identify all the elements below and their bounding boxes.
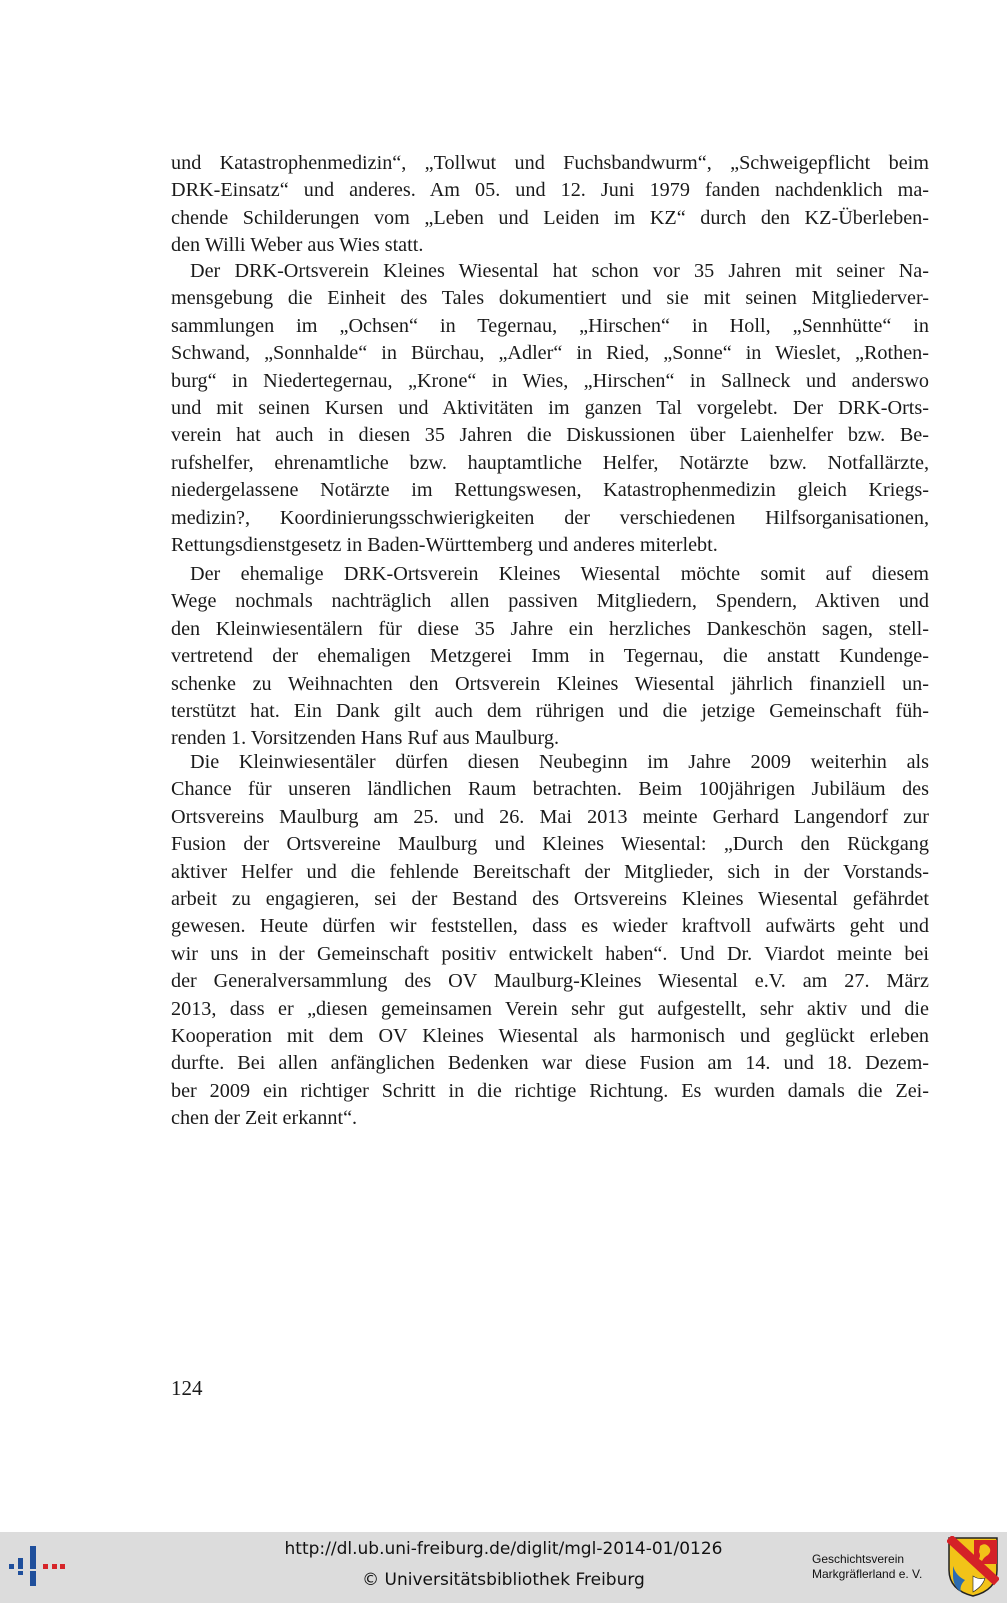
text-line: den Kleinwiesentälern für diese 35 Jahre ein herzliches Dankeschön sagen, stell- (171, 617, 929, 640)
text-line: verein hat auch in diesen 35 Jahren die Diskussionen über Laienhelfer bzw. Be- (171, 424, 929, 447)
text-line: Der DRK-Ortsverein Kleines Wiesental hat schon vor 35 Jahren mit seiner Na- (190, 260, 929, 282)
text-line: renden 1. Vorsitzenden Hans Ruf aus Maulburg. (171, 727, 559, 750)
text-line: burg“ in Niedertegernau, „Krone“ in Wies, „Hirschen“ in Sallneck und anderswo (171, 369, 929, 392)
paragraph (171, 258, 929, 559)
page-number: 124 (171, 1376, 203, 1400)
text-line: ber 2009 ein richtiger Schritt in die richtige Richtung. Es wurden damals die Zei- (171, 1079, 929, 1102)
text-line: rufshelfer, ehrenamtliche bzw. hauptamtliche Helfer, Notärzte bzw. Notfallärzte, (171, 451, 929, 474)
text-line: Kooperation mit dem OV Kleines Wiesental als harmonisch und geglückt erleben (171, 1025, 929, 1048)
text-line: mensgebung die Einheit des Tales dokumentiert und sie mit seinen Mitgliederver- (171, 287, 929, 310)
text-line: medizin?, Koordinierungsschwierigkeiten der verschiedenen Hilfsorganisationen, (171, 506, 929, 529)
ub-freiburg-logo-icon[interactable] (9, 1546, 65, 1586)
society-name-line1: Geschichtsverein (812, 1552, 905, 1566)
text-line: den Willi Weber aus Wies statt. (171, 234, 424, 257)
text-line: und mit seinen Kursen und Aktivitäten im ganzen Tal vorgelebt. Der DRK-Orts- (171, 397, 929, 420)
paragraph (171, 561, 929, 753)
text-line: gewesen. Heute dürfen wir feststellen, dass es wieder kraftvoll aufwärts geht und (171, 915, 929, 938)
text-line: Der ehemalige DRK-Ortsverein Kleines Wiesental möchte somit auf diesem (190, 563, 929, 585)
text-line: Schwand, „Sonnhalde“ in Bürchau, „Adler“ in Ried, „Sonne“ in Wieslet, „Rothen- (171, 342, 929, 365)
text-line: sammlungen im „Ochsen“ in Tegernau, „Hirschen“ in Holl, „Sennhütte“ in (171, 314, 929, 337)
document-url-link[interactable]: http://dl.ub.uni-freiburg.de/diglit/mgl-2014-01/0126 (284, 1539, 723, 1559)
text-line: DRK-Einsatz“ und anderes. Am 05. und 12. Juni 1979 fanden nachdenklich ma- (171, 179, 929, 202)
society-name-line2: Markgräflerland e. V. (812, 1567, 923, 1581)
text-line: arbeit zu engagieren, sei der Bestand des Ortsvereins Kleines Wiesental gefährdet (171, 888, 929, 911)
text-line: der Generalversammlung des OV Maulburg-Kleines Wiesental e.V. am 27. März (171, 970, 929, 993)
text-line: durfte. Bei allen anfänglichen Bedenken war diese Fusion am 14. und 18. Dezem- (171, 1052, 929, 1075)
text-line: Die Kleinwiesentäler dürfen diesen Neubeginn im Jahre 2009 weiterhin als (190, 751, 929, 773)
copyright-text: © Universitätsbibliothek Freiburg (362, 1570, 645, 1590)
viewer-footer (0, 1532, 1007, 1603)
text-line: terstützt hat. Ein Dank gilt auch dem rührigen und die jetzige Gemeinschaft füh- (171, 700, 929, 723)
text-line: Wege nochmals nachträglich allen passiven Mitgliedern, Spendern, Aktiven und (171, 590, 929, 613)
paragraph (171, 749, 929, 1133)
text-line: und Katastrophenmedizin“, „Tollwut und Fuchsbandwurm“, „Schweigepflicht beim (171, 152, 929, 174)
paragraph (171, 150, 929, 260)
text-line: schenke zu Weihnachten den Ortsverein Kleines Wiesental jährlich finanziell un- (171, 672, 929, 695)
text-line: wir uns in der Gemeinschaft positiv entwickelt haben“. Und Dr. Viardot meinte bei (171, 942, 929, 965)
text-line: Chance für unseren ländlichen Raum betrachten. Beim 100jährigen Jubiläum des (171, 778, 929, 801)
text-line: chen der Zeit erkannt“. (171, 1107, 358, 1130)
society-name[interactable] (812, 1552, 946, 1582)
text-line: Ortsvereins Maulburg am 25. und 26. Mai 2013 meinte Gerhard Langendorf zur (171, 805, 929, 828)
text-line: 2013, dass er „diesen gemeinsamen Verein sehr gut aufgestellt, sehr aktiv und die (171, 997, 929, 1020)
text-line: Fusion der Ortsvereine Maulburg und Kleines Wiesental: „Durch den Rückgang (171, 833, 929, 856)
text-line: Rettungsdienstgesetz in Baden-Württemberg und anderes miterlebt. (171, 534, 718, 557)
text-line: chende Schilderungen vom „Leben und Leiden im KZ“ durch den KZ-Überleben- (171, 206, 929, 229)
text-line: vertretend der ehemaligen Metzgerei Imm in Tegernau, die anstatt Kundenge- (171, 645, 929, 668)
text-line: aktiver Helfer und die fehlende Bereitschaft der Mitglieder, sich in der Vorstands- (171, 860, 929, 883)
text-line: niedergelassene Notärzte im Rettungswesen, Katastrophenmedizin gleich Kriegs- (171, 479, 929, 502)
coat-of-arms-icon[interactable] (947, 1536, 999, 1598)
